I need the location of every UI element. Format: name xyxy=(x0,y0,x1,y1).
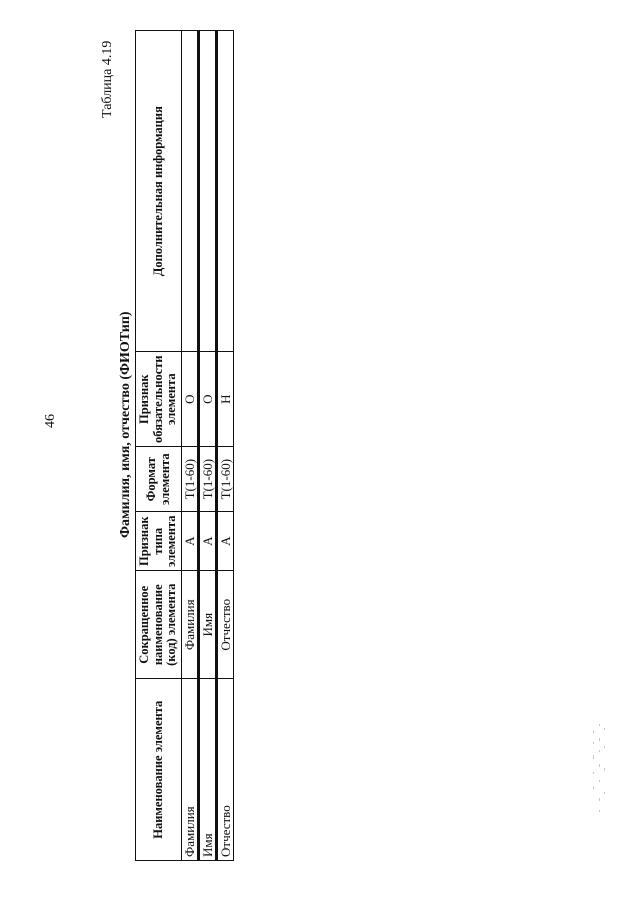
header-element-type: Признак типа элемента xyxy=(136,512,182,571)
table-title: Фамилия, имя, отчество (ФИОТип) xyxy=(118,311,133,538)
cell-element-name: Отчество xyxy=(217,679,234,861)
cell-element-code: Имя xyxy=(199,570,217,679)
scan-artifact-mark xyxy=(590,720,610,820)
cell-additional-info xyxy=(217,31,234,352)
header-element-code: Сокращенное наименование (код) элемента xyxy=(136,570,182,679)
cell-additional-info xyxy=(182,31,199,352)
header-element-format: Формат элемента xyxy=(136,446,182,512)
header-element-required: Признак обязательности элемента xyxy=(136,352,182,447)
table-label: Таблица 4.19 xyxy=(100,40,115,118)
cell-element-required: О xyxy=(182,352,199,447)
header-additional-info: Дополнительная информация xyxy=(136,31,182,352)
cell-additional-info xyxy=(199,31,217,352)
cell-element-format: T(1-60) xyxy=(199,446,217,512)
cell-element-required: Н xyxy=(217,352,234,447)
cell-element-type: A xyxy=(182,512,199,571)
cell-element-format: T(1-60) xyxy=(182,446,199,512)
cell-element-code: Фамилия xyxy=(182,570,199,679)
cell-element-type: A xyxy=(217,512,234,571)
cell-element-type: A xyxy=(199,512,217,571)
cell-element-code: Отчество xyxy=(217,570,234,679)
page-number: 46 xyxy=(43,414,58,428)
cell-element-format: T(1-60) xyxy=(217,446,234,512)
table-row xyxy=(199,31,217,861)
table-row xyxy=(182,31,199,861)
cell-element-name: Имя xyxy=(199,679,217,861)
table-row xyxy=(217,31,234,861)
table-header-row xyxy=(136,31,182,861)
cell-element-required: О xyxy=(199,352,217,447)
element-table xyxy=(135,30,234,861)
cell-element-name: Фамилия xyxy=(182,679,199,861)
header-element-name: Наименование элемента xyxy=(136,679,182,861)
